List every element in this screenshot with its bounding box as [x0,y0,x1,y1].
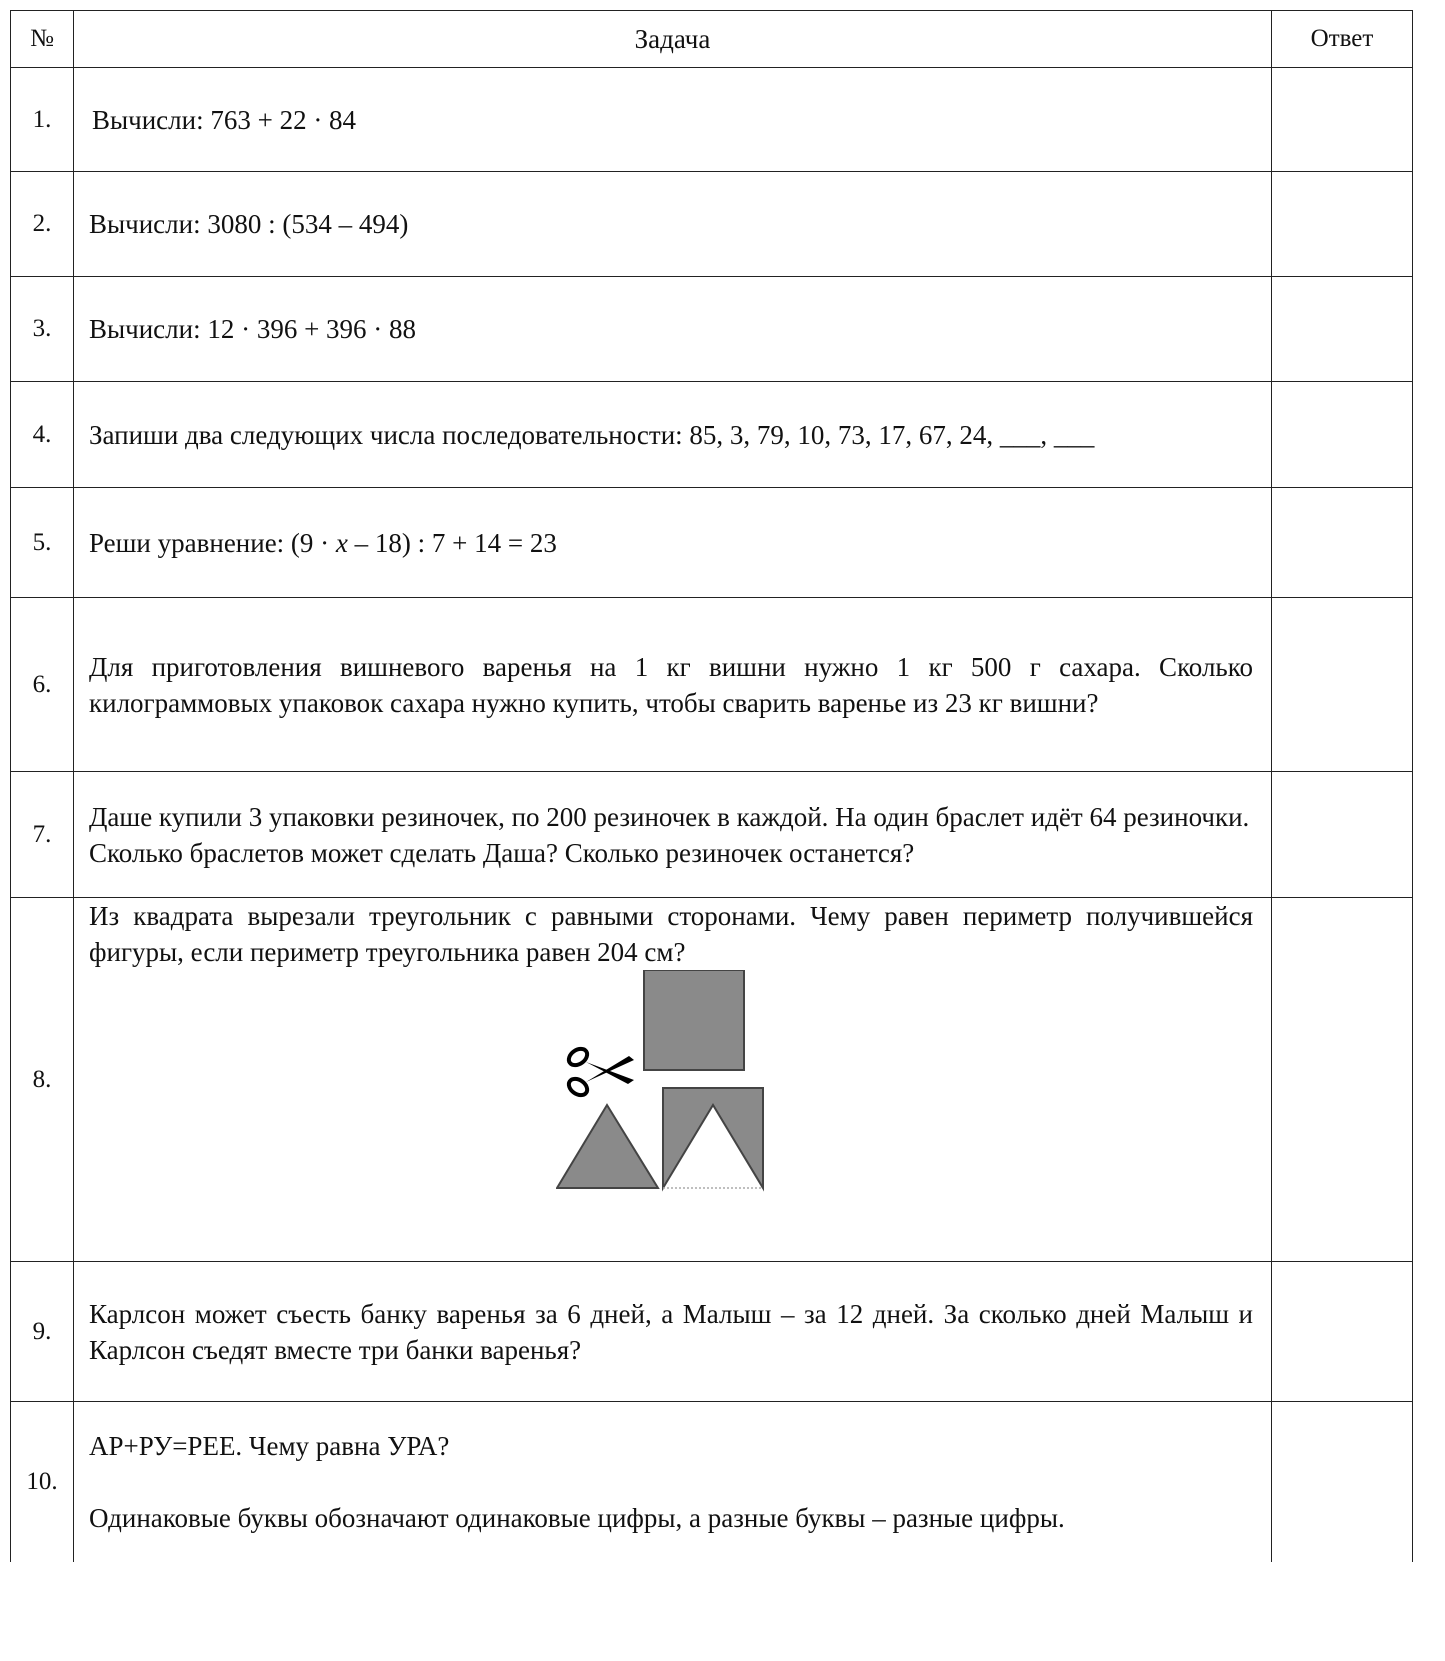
problem-text: Карлсон может съесть банку варенья за 6 дней, а Малыш – за 12 дней. За сколько дней Малыш и Карлсон съедят вместе три банки варенья? [74,1262,1272,1402]
header-answer: Ответ [1272,11,1413,68]
table-row [11,772,1413,898]
problem-number: 7. [11,772,74,898]
problem-text [74,488,1272,598]
equation-variable: x [335,527,348,558]
equation-part: Реши уравнение: (9 · [89,527,336,558]
square-shape [644,970,744,1070]
answer-cell[interactable] [1272,68,1413,172]
equation-part: – 18) : 7 + 14 = 23 [347,527,557,558]
answer-cell[interactable] [1272,1262,1413,1402]
scissors-icon [566,1046,634,1099]
header-task: Задача [74,11,1272,68]
header-num: № [11,11,74,68]
answer-cell[interactable] [1272,277,1413,382]
problem-number: 1. [11,68,74,172]
problem-number: 9. [11,1262,74,1402]
table-row [11,898,1413,1262]
problem-text: АР+РУ=РЕЕ. Чему равна УРА? [89,1430,450,1461]
answer-cell[interactable] [1272,598,1413,772]
triangle-shape [557,1105,658,1188]
square-triangle-figure [556,970,786,1210]
answer-cell[interactable] [1272,382,1413,488]
problem-text: Из квадрата вырезали треугольник с равными сторонами. Чему равен периметр получившейся фигуры, если периметр треугольника равен 204 см? [89,901,1253,967]
answer-cell[interactable] [1272,488,1413,598]
problem-text: Даше купили 3 упаковки резиночек, по 200 резиночек в каждой. На один браслет идёт 64 резиночки. Сколько браслетов может сделать Даша? Сколько резиночек останется? [74,772,1272,898]
table-row [11,1262,1413,1402]
problem-number: 5. [11,488,74,598]
problem-text: Для приготовления вишневого варенья на 1 кг вишни нужно 1 кг 500 г сахара. Сколько килограммовых упаковок сахара нужно купить, чтобы сварить варенье из 23 кг вишни? [74,598,1272,772]
table-row [11,277,1413,382]
problem-text: Вычисли: 12 · 396 + 396 · 88 [74,277,1272,382]
table-row [11,382,1413,488]
answer-cell[interactable] [1272,172,1413,277]
problem-note: Одинаковые буквы обозначают одинаковые цифры, а разные буквы – разные цифры. [89,1502,1065,1533]
spacer [89,1464,1253,1500]
answer-cell[interactable] [1272,772,1413,898]
problem-text: Запиши два следующих числа последовательности: 85, 3, 79, 10, 73, 17, 67, 24, ___, ___ [74,382,1272,488]
table-row [11,172,1413,277]
problem-number: 4. [11,382,74,488]
problem-cell [74,1402,1272,1562]
table-row [11,598,1413,772]
problem-number: 10. [11,1402,74,1562]
problem-text: Вычисли: 763 + 22 · 84 [74,68,1272,172]
table-row [11,1402,1413,1562]
problems-table [10,10,1413,1562]
table-row [11,68,1413,172]
table-header-row [11,11,1413,68]
answer-cell[interactable] [1272,898,1413,1262]
table-row [11,488,1413,598]
problem-text: Вычисли: 3080 : (534 – 494) [74,172,1272,277]
problem-number: 3. [11,277,74,382]
problem-number: 8. [11,898,74,1262]
problem-number: 6. [11,598,74,772]
problem-cell [74,898,1272,1262]
cut-square-shape [663,1088,763,1188]
answer-cell[interactable] [1272,1402,1413,1562]
problem-number: 2. [11,172,74,277]
